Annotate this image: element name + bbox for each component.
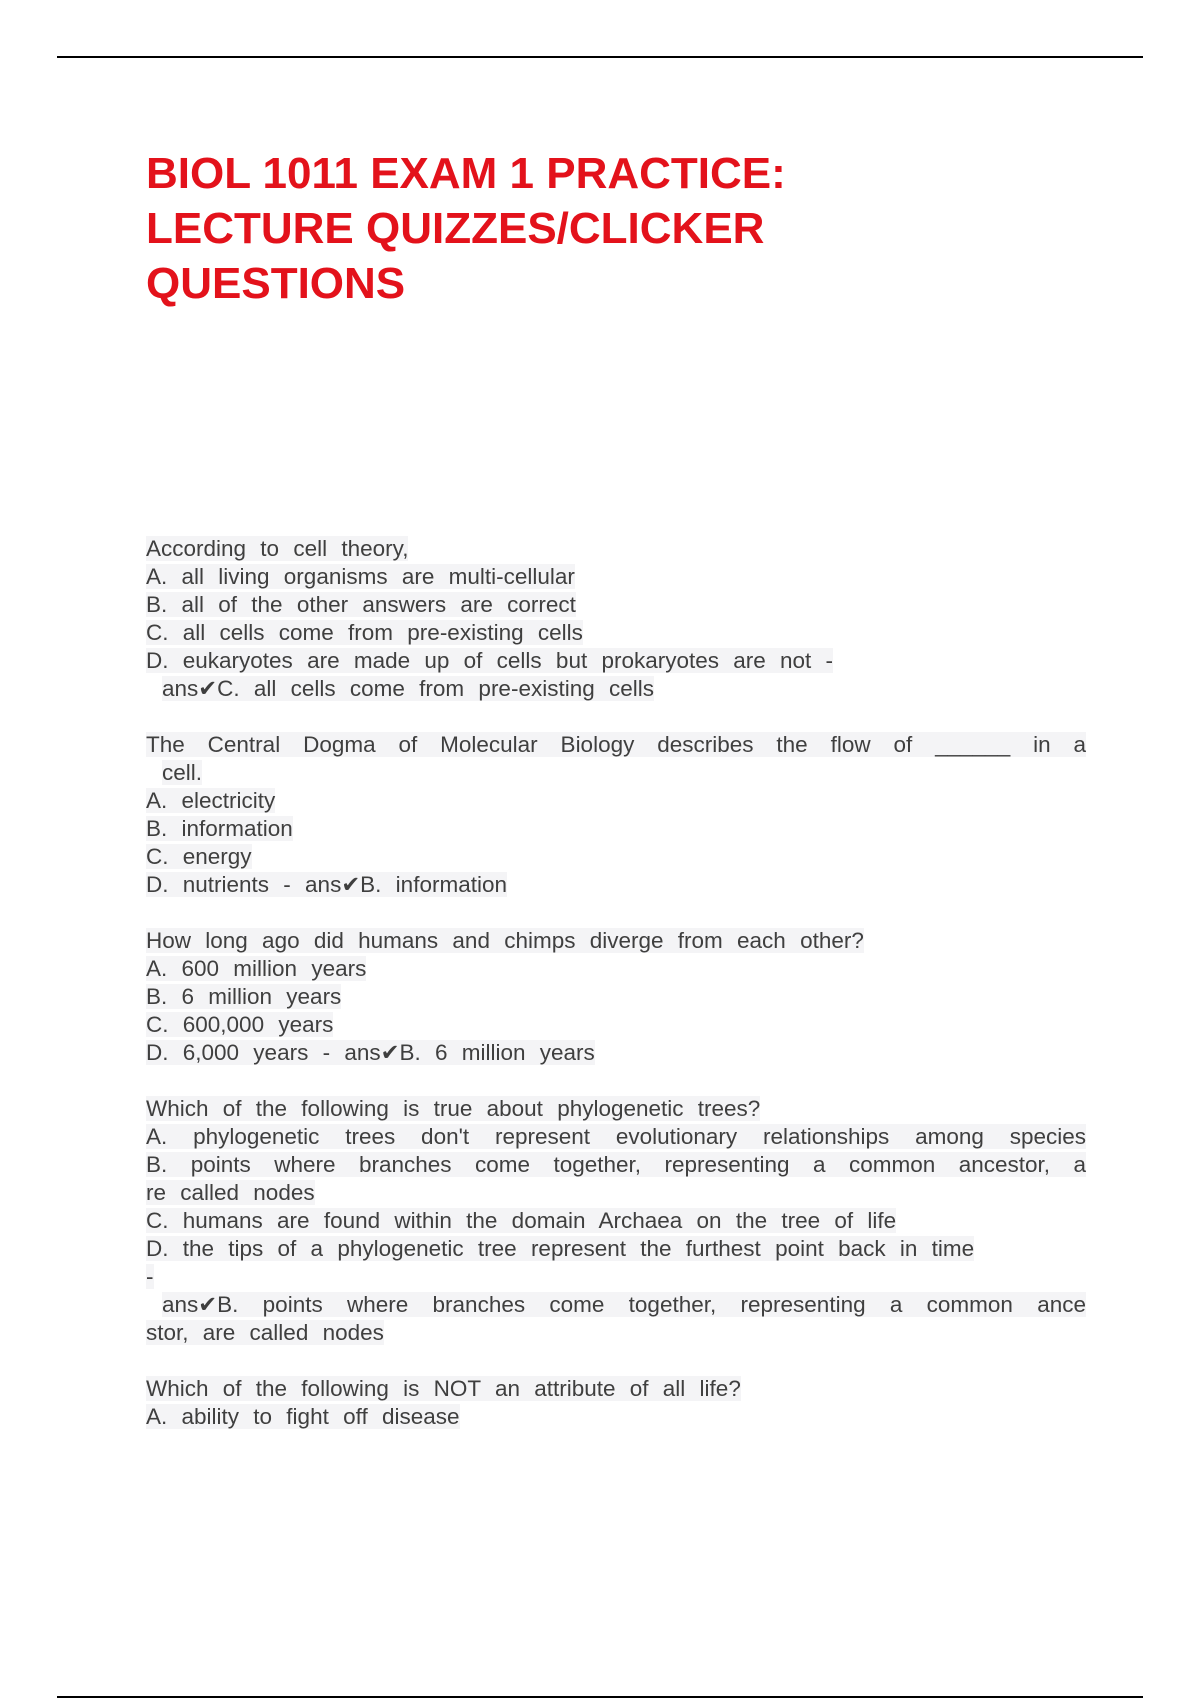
question-text-continued: cell. [162,760,203,785]
question-text: Which of the following is true about phylogenetic trees? [146,1096,761,1121]
title-line: BIOL 1011 EXAM 1 PRACTICE: [146,149,786,198]
correct-answer: ans✔C. all cells come from pre-existing cells [162,676,654,701]
correct-answer: ans✔B. points where branches come together, representing a common ance [162,1292,1086,1317]
answer-option: C. energy [146,844,252,869]
answer-option: A. all living organisms are multi-cellular [146,564,575,589]
answer-option: A. phylogenetic trees don't represent evolutionary relationships among species [146,1124,1086,1149]
answer-option: C. humans are found within the domain Archaea on the tree of life [146,1208,897,1233]
answer-option: B. points where branches come together, representing a common ancestor, a [146,1152,1086,1177]
question-list [146,535,1086,1459]
question-block [146,1375,1086,1431]
correct-answer: D. 6,000 years - ans✔B. 6 million years [146,1040,595,1065]
question-block [146,535,1086,703]
document-title [146,146,1086,311]
correct-answer: D. nutrients - ans✔B. information [146,872,507,897]
answer-option: D. the tips of a phylogenetic tree represent the furthest point back in time [146,1236,975,1261]
answer-option: D. eukaryotes are made up of cells but prokaryotes are not - [146,648,834,673]
answer-option: B. all of the other answers are correct [146,592,576,617]
question-text: How long ago did humans and chimps diverge from each other? [146,928,864,953]
title-line: LECTURE QUIZZES/CLICKER [146,204,765,253]
question-text: The Central Dogma of Molecular Biology describes the flow of ______ in a [146,732,1086,757]
answer-option: A. 600 million years [146,956,367,981]
answer-option: C. 600,000 years [146,1012,334,1037]
answer-option: A. ability to fight off disease [146,1404,460,1429]
question-text: According to cell theory, [146,536,409,561]
answer-separator: - [146,1264,154,1289]
question-block [146,1095,1086,1347]
answer-option: B. 6 million years [146,984,342,1009]
answer-option: A. electricity [146,788,276,813]
footer-rule [57,1696,1143,1698]
header-rule [57,56,1143,58]
answer-option: C. all cells come from pre-existing cells [146,620,583,645]
answer-option: B. information [146,816,293,841]
answer-option-continued: re called nodes [146,1180,315,1205]
question-text: Which of the following is NOT an attribute of all life? [146,1376,741,1401]
question-block [146,927,1086,1067]
correct-answer-continued: stor, are called nodes [146,1320,384,1345]
question-block [146,731,1086,899]
title-line: QUESTIONS [146,259,406,308]
